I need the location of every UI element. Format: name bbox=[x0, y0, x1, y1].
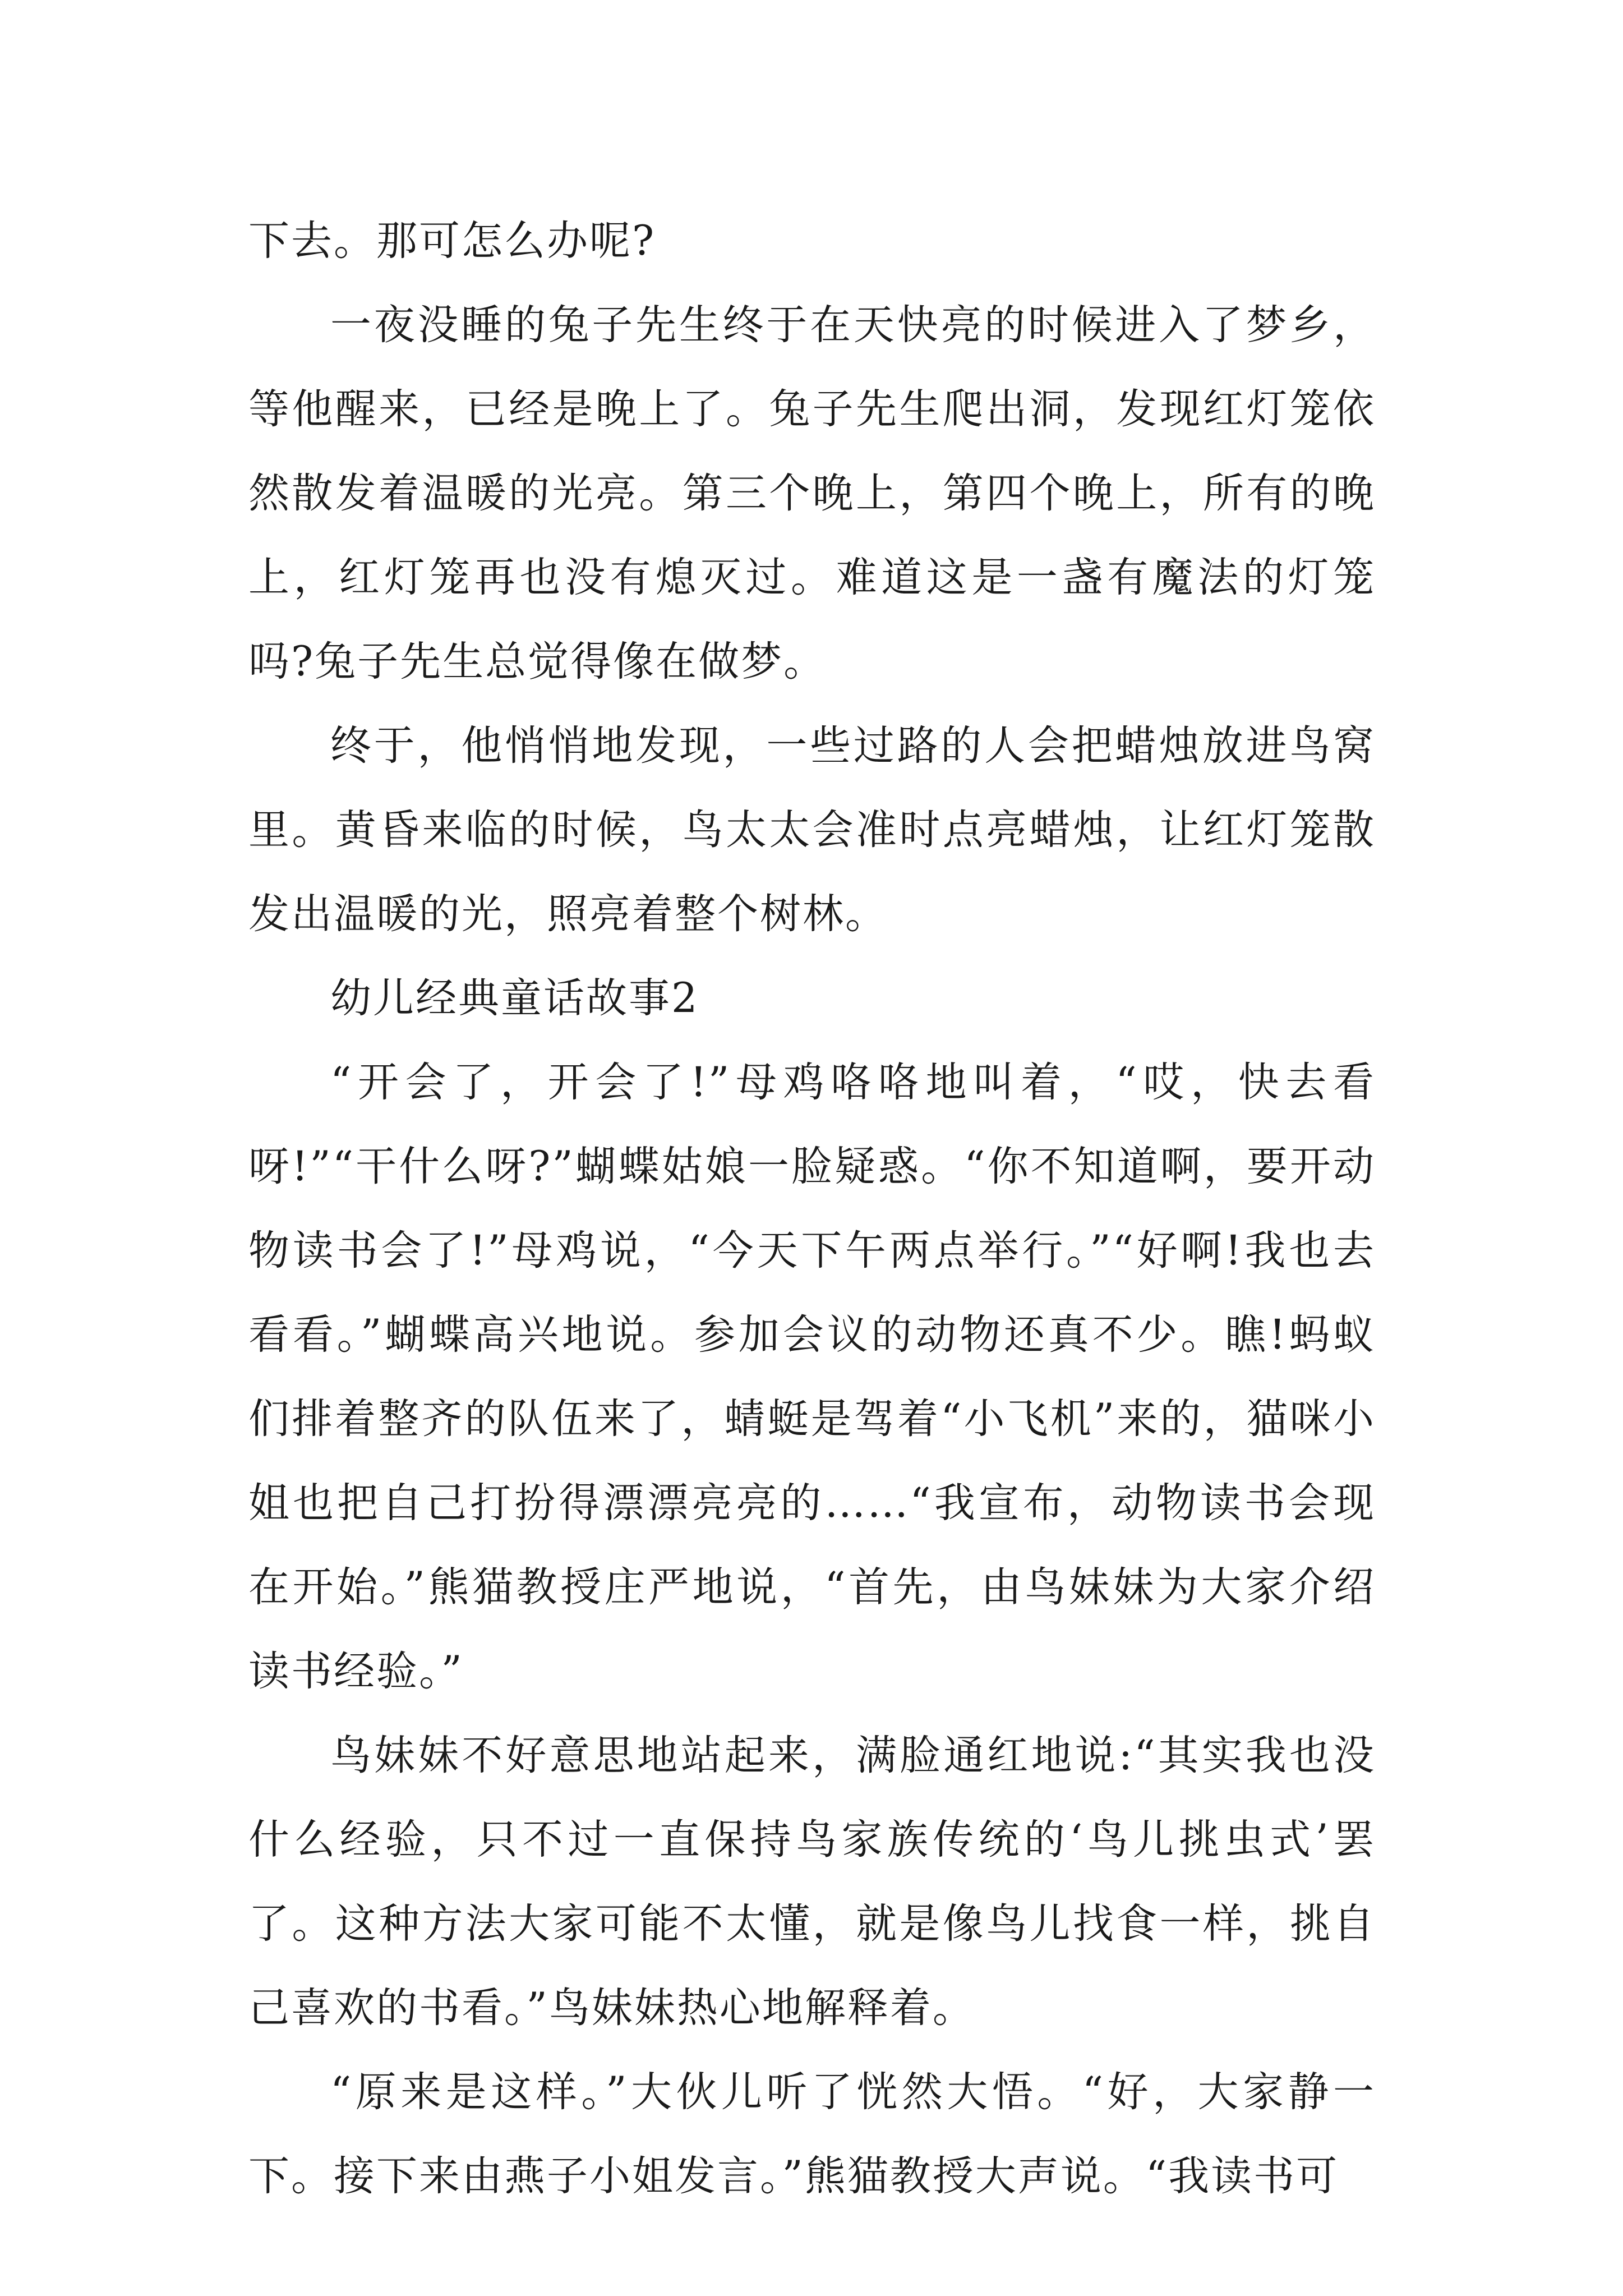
paragraph-candle-discovery: 终于，他悄悄地发现，一些过路的人会把蜡烛放进鸟窝里。黄昏来临的时候，鸟太太会准时点亮蜡烛，让红灯笼散发出温暖的光，照亮着整个树林。 bbox=[248, 722, 1376, 938]
paragraph-bird-sister: 鸟妹妹不好意思地站起来，满脸通红地说:“其实我也没什么经验，只不过一直保持鸟家族传统的‘鸟儿挑虫式’罢了。这种方法大家可能不太懂，就是像鸟儿找食一样，挑自己喜欢的书看。”鸟妹妹热心地解释着。 bbox=[248, 1732, 1376, 2032]
paragraph-reading-meeting: “开会了，开会了!”母鸡咯咯地叫着，“哎，快去看呀!”“干什么呀?”蝴蝶姑娘一脸疑惑。“你不知道啊，要开动物读书会了!”母鸡说，“今天下午两点举行。”“好啊!我也去看看。”蝴蝶高兴地说。参加会议的动物还真不少。瞧!蚂蚁们排着整齐的队伍来了，蜻蜓是驾着“小飞机”来的，猫咪小姐也把自己打扮得漂漂亮亮的……“我宣布，动物读书会现在开始。”熊猫教授庄严地说，“首先，由鸟妹妹为大家介绍读书经验。” bbox=[248, 1059, 1376, 1695]
story-heading: 幼儿经典童话故事2 bbox=[330, 974, 699, 1022]
paragraph-rabbit-dream: 一夜没睡的兔子先生终于在天快亮的时候进入了梦乡，等他醒来，已经是晚上了。兔子先生爬出洞，发现红灯笼依然散发着温暖的光亮。第三个晚上，第四个晚上，所有的晚上，红灯笼再也没有熄灭过。难道这是一盏有魔法的灯笼吗?兔子先生总觉得像在做梦。 bbox=[248, 301, 1376, 685]
paragraph-continuation: 下去。那可怎么办呢? bbox=[248, 217, 656, 265]
paragraph-swallow-intro: “原来是这样。”大伙儿听了恍然大悟。“好，大家静一下。接下来由燕子小姐发言。”熊猫教授大声说。“我读书可 bbox=[248, 2068, 1376, 2200]
document-page bbox=[248, 199, 1376, 2219]
